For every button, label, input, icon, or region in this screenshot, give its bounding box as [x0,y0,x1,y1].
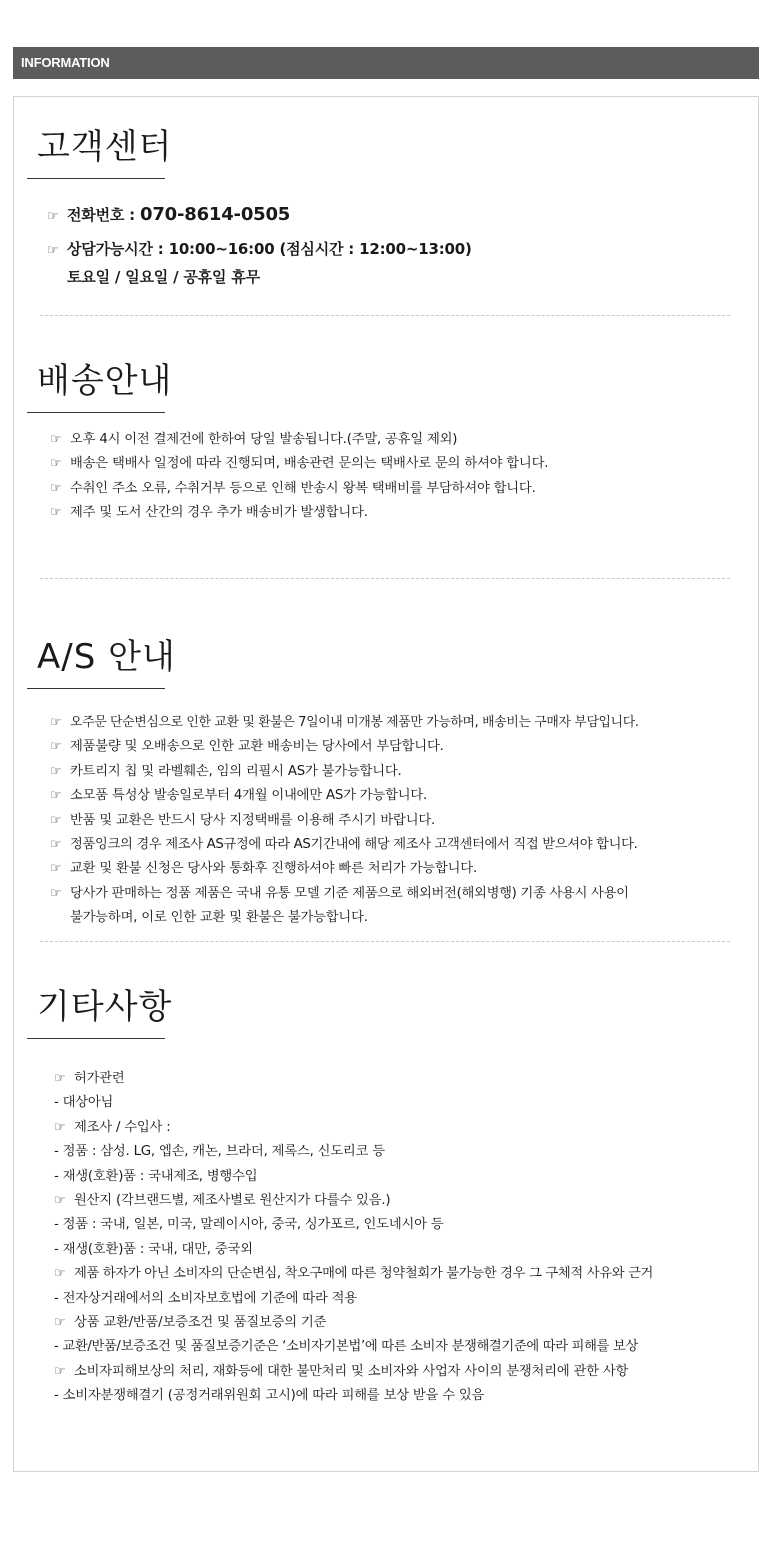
etc-line [54,1116,734,1140]
as-item-text: 소모품 특성상 발송일로부터 4개월 이내에만 AS가 가능합니다. [70,788,428,804]
delivery-item [50,477,730,501]
etc-line-text: - 전자상거래에서의 소비자보호법에 기준에 따라 적용 [54,1290,357,1306]
etc-line-text: 원산지 (각브랜드별, 제조사별로 원산지가 다를수 있음.) [74,1193,391,1209]
delivery-item-text: 제주 및 도서 산간의 경우 추가 배송비가 발생합니다. [70,505,368,521]
closed-days: 토요일 / 일요일 / 공휴일 휴무 [67,268,260,286]
as-list [50,711,730,931]
etc-line [54,1287,734,1311]
delivery-item-text: 수취인 주소 오류, 수취거부 등으로 인해 반송시 왕복 택배비를 부담하셔야 합니다. [70,480,536,496]
as-item-continuation [50,906,730,930]
etc-line-text: - 재생(호환)품 : 국내제조, 병행수입 [54,1168,258,1184]
phone-number: 070-8614-0505 [140,204,291,225]
as-item [50,833,730,857]
as-item-text: 불가능하며, 이로 인한 교환 및 환불은 불가능합니다. [70,910,368,926]
etc-line-text: - 교환/반품/보증조건 및 품질보증기준은 ‘소비자기본법’에 따른 소비자 분쟁해결기준에 따라 피해를 보상 [54,1339,639,1355]
etc-line [54,1311,734,1335]
phone-line [47,201,707,231]
etc-line [54,1238,734,1262]
etc-line-text: - 정품 : 삼성. LG, 엡손, 캐논, 브라더, 제록스, 신도리코 등 [54,1144,385,1160]
etc-line-text: 제조사 / 수입사 : [74,1119,171,1135]
pointing-hand-icon: ☞ [50,715,62,730]
pointing-hand-icon: ☞ [47,209,59,224]
delivery-section [27,358,717,413]
as-item [50,857,730,881]
etc-line [54,1335,734,1359]
as-item [50,735,730,759]
pointing-hand-icon: ☞ [54,1071,66,1086]
delivery-list [50,428,730,526]
pointing-hand-icon: ☞ [50,739,62,755]
as-item-text: 제품불량 및 오배송으로 인한 교환 배송비는 당사에서 부담합니다. [70,739,444,755]
pointing-hand-icon: ☞ [50,837,62,853]
pointing-hand-icon: ☞ [50,763,62,779]
as-item-text: 카트리지 칩 및 라벨훼손, 임의 리필시 AS가 불가능합니다. [70,763,402,779]
etc-line-text: - 대상아님 [54,1095,114,1111]
delivery-item-text: 배송은 택배사 일정에 따라 진행되며, 배송관련 문의는 택배사로 문의 하셔야 합니다. [70,456,549,472]
pointing-hand-icon: ☞ [50,885,62,901]
phone-label: 전화번호 : [67,206,141,224]
as-item [50,809,730,833]
etc-line [54,1213,734,1237]
etc-line-text: - 재생(호환)품 : 국내, 대만, 중국외 [54,1241,253,1257]
pointing-hand-icon: ☞ [50,456,62,472]
as-item [50,711,730,735]
etc-title: 기타사항 [37,987,173,1027]
delivery-item [50,501,730,525]
etc-line [54,1165,734,1189]
as-item [50,882,730,906]
as-item-text: 정품잉크의 경우 제조사 AS규정에 따라 AS기간내에 해당 제조사 고객센터에서 직접 받으셔야 합니다. [70,837,638,853]
customer-center-section [27,124,717,179]
as-section [27,634,717,689]
etc-section [27,984,717,1039]
etc-line-text: 상품 교환/반품/보증조건 및 품질보증의 기준 [74,1315,327,1331]
etc-line [54,1262,734,1286]
as-item [50,760,730,784]
etc-line-text: 소비자피해보상의 처리, 재화등에 대한 불만처리 및 소비자와 사업자 사이의 분쟁처리에 관한 사항 [74,1363,629,1379]
delivery-title-underline [27,412,165,413]
etc-line [54,1140,734,1164]
as-item-text: 당사가 판매하는 정품 제품은 국내 유통 모델 기준 제품으로 해외버전(해외병행) 기종 사용시 사용이 [70,885,629,901]
delivery-item-text: 오후 4시 이전 결제건에 한하여 당일 발송됩니다.(주말, 공휴일 제외) [70,432,458,447]
pointing-hand-icon: ☞ [50,861,62,877]
as-item-text: 오주문 단순변심으로 인한 교환 및 환불은 7일이내 미개봉 제품만 가능하며, 배송비는 구매자 부담입니다. [70,715,639,730]
etc-title-underline [27,1038,165,1039]
as-title: A/S 안내 [37,637,176,677]
etc-line-text: - 정품 : 국내, 일본, 미국, 말레이시아, 중국, 싱가포르, 인도네시아 등 [54,1217,444,1233]
etc-line [54,1384,734,1408]
etc-line [54,1189,734,1213]
etc-line-text: 제품 하자가 아닌 소비자의 단순변심, 착오구매에 따른 청약철회가 불가능한 경우 그 구체적 사유와 근거 [74,1266,654,1282]
as-item-text: 교환 및 환불 신청은 당사와 통화후 진행하셔야 빠른 처리가 가능합니다. [70,861,477,877]
customer-center-title-underline [27,178,165,179]
etc-line-text: - 소비자분쟁해결기 (공정거래위원회 고시)에 따라 피해를 보상 받을 수 있음 [54,1388,485,1404]
etc-line [54,1091,734,1115]
delivery-title: 배송안내 [37,361,173,401]
customer-center-contact [47,201,707,291]
customer-center-title: 고객센터 [37,127,173,167]
information-header-title: INFORMATION [21,55,110,70]
as-title-underline [27,688,165,689]
consult-hours: 상담가능시간 : 10:00~16:00 (점심시간 : 12:00~13:00) [67,240,472,258]
consult-hours-line [47,235,707,265]
etc-line [54,1360,734,1384]
section-divider [40,315,730,316]
etc-line-text: 허가관련 [74,1071,125,1086]
section-divider [40,578,730,579]
pointing-hand-icon: ☞ [54,1193,66,1209]
pointing-hand-icon: ☞ [47,243,59,258]
pointing-hand-icon: ☞ [50,480,62,496]
pointing-hand-icon: ☞ [50,432,62,447]
delivery-item [50,452,730,476]
as-item [50,784,730,808]
etc-line [54,1067,734,1091]
pointing-hand-icon: ☞ [54,1315,66,1331]
pointing-hand-icon: ☞ [50,788,62,804]
closed-days-line [47,263,707,291]
as-item-text: 반품 및 교환은 반드시 당사 지정택배를 이용해 주시기 바랍니다. [70,812,436,828]
pointing-hand-icon: ☞ [54,1363,66,1379]
pointing-hand-icon: ☞ [54,1266,66,1282]
section-divider [40,941,730,942]
delivery-item [50,428,730,452]
information-header-bar [13,47,759,79]
pointing-hand-icon: ☞ [50,812,62,828]
pointing-hand-icon: ☞ [50,505,62,521]
pointing-hand-icon: ☞ [54,1119,66,1135]
etc-list [54,1067,734,1409]
